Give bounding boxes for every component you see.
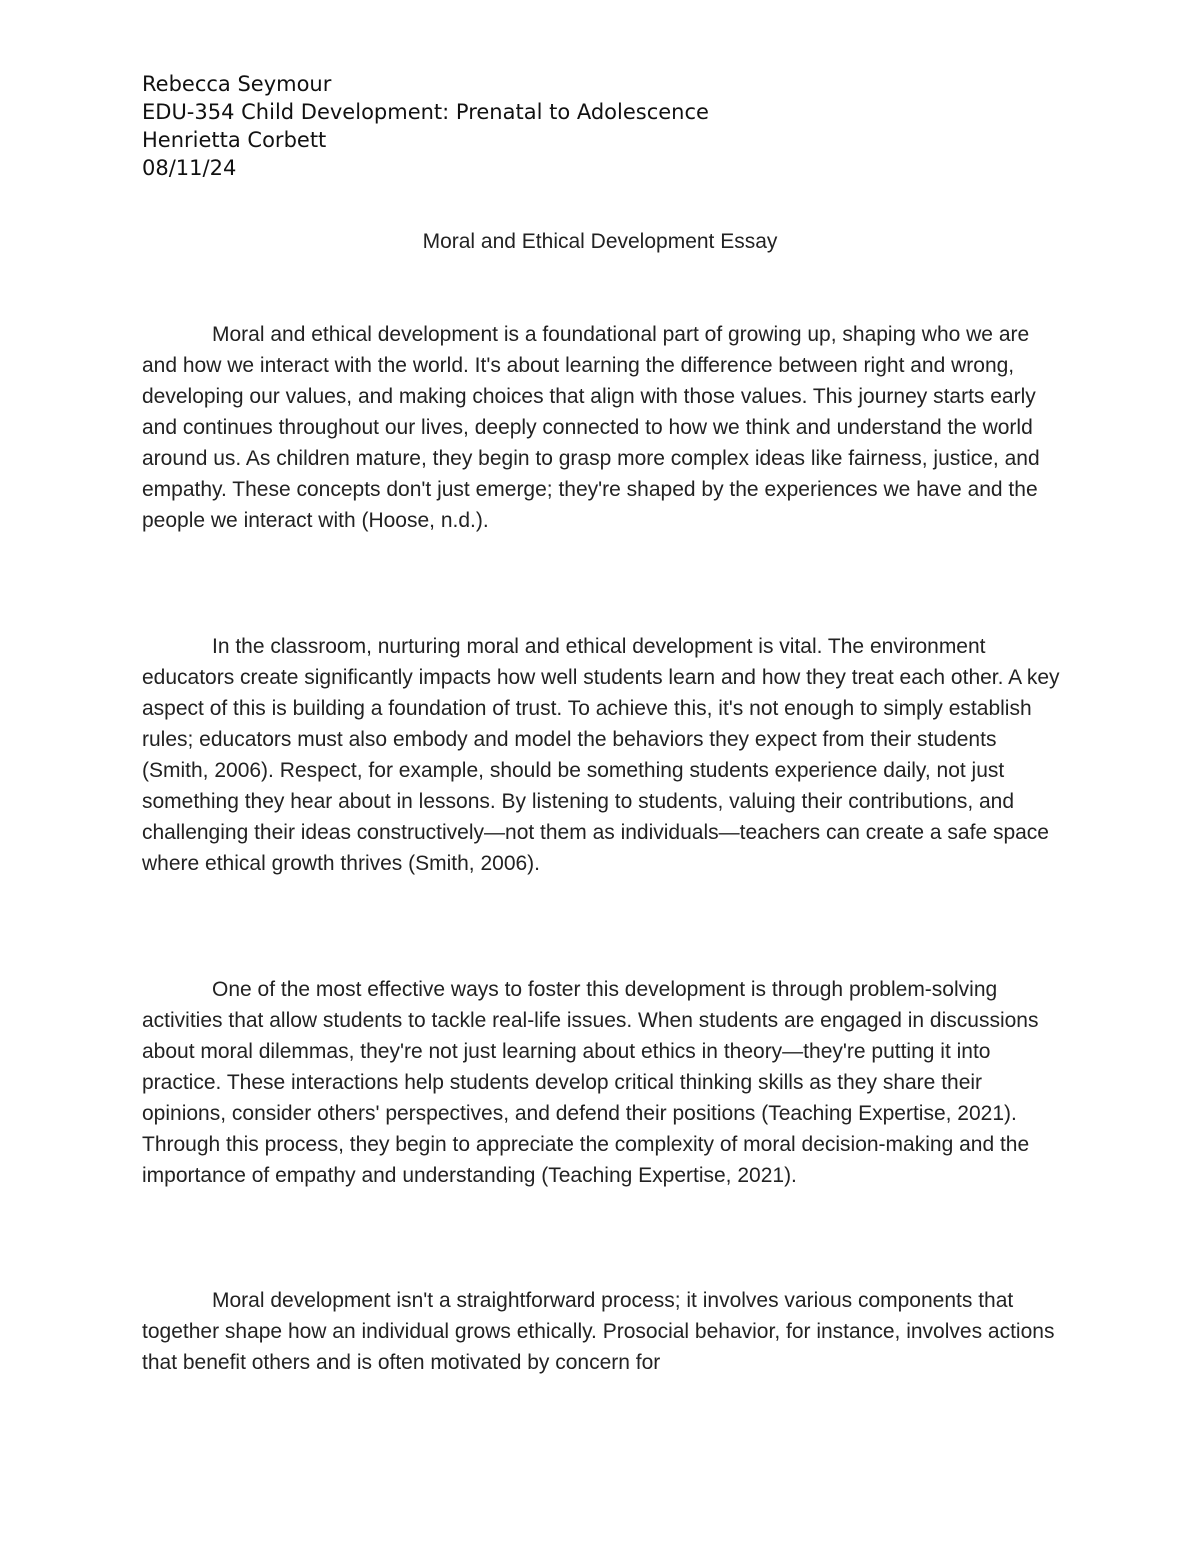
- instructor-name: Henrietta Corbett: [142, 128, 327, 152]
- submission-date: 08/11/24: [142, 156, 237, 180]
- course-name: EDU-354 Child Development: Prenatal to Adolescence: [142, 100, 709, 124]
- paragraph-1: Moral and ethical development is a foundational part of growing up, shaping who we are and how we interact with the world. It's about learning the difference between right and wrong, developing our values, and making choices that align with those values. This journey starts early and continues throughout our lives, deeply connected to how we think and understand the world around us. As children mature, they begin to grasp more complex ideas like fairness, justice, and empathy. These concepts don't just emerge; they're shaped by the experiences we have and the people we interact with (Hoose, n.d.).: [142, 323, 1040, 532]
- essay-title: Moral and Ethical Development Essay: [422, 230, 778, 253]
- author-name: Rebecca Seymour: [142, 72, 332, 96]
- document-header: [142, 70, 709, 182]
- paragraph-4: Moral development isn't a straightforward process; it involves various components that together shape how an individual grows ethically. Prosocial behavior, for instance, involves actions that benefit others and is often motivated by concern for: [142, 1289, 1055, 1374]
- paragraph-3: One of the most effective ways to foster this development is through problem-solving activities that allow students to tackle real-life issues. When students are engaged in discussions about moral dilemmas, they're not just learning about ethics in theory—they're putting it into practice. These interactions help students develop critical thinking skills as they share their opinions, consider others' perspectives, and defend their positions (Teaching Expertise, 2021). Through this process, they begin to appreciate the complexity of moral decision-making and the importance of empathy and understanding (Teaching Expertise, 2021).: [142, 978, 1039, 1187]
- paragraph-2: In the classroom, nurturing moral and ethical development is vital. The environment educators create significantly impacts how well students learn and how they treat each other. A key aspect of this is building a foundation of trust. To achieve this, it's not enough to simply establish rules; educators must also embody and model the behaviors they expect from their students (Smith, 2006). Respect, for example, should be something students experience daily, not just something they hear about in lessons. By listening to students, valuing their contributions, and challenging their ideas constructively—not them as individuals—teachers can create a safe space where ethical growth thrives (Smith, 2006).: [142, 635, 1060, 875]
